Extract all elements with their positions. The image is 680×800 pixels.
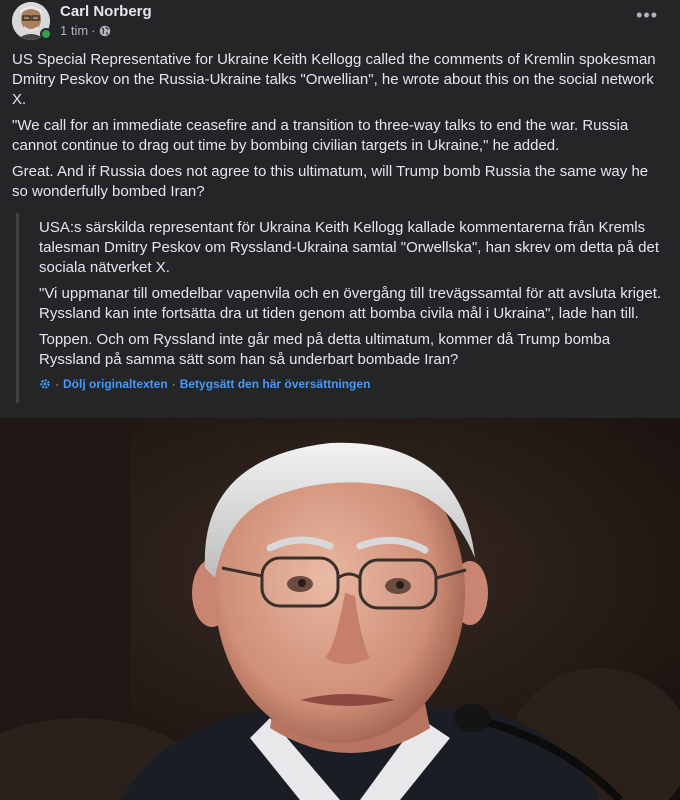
post-photo[interactable] (0, 418, 680, 800)
post-paragraph-1: US Special Representative for Ukraine Keith Kellogg called the comments of Kremlin spokesman Dmitry Peskov on the Russia-Ukraine talks "Orwellian", he wrote about this on the social network X. (12, 51, 656, 108)
translation-paragraph-2: "Vi uppmanar till omedelbar vapenvila och en övergång till trevägssamtal för att avsluta kriget. Ryssland kan inte fortsätta dra ut tiden genom att bomba civila mål i Ukraina", lade han till. (39, 285, 662, 322)
link-separator: · (55, 377, 59, 391)
translation-block (16, 213, 664, 403)
post-text (12, 50, 664, 208)
globe-icon[interactable] (99, 25, 111, 37)
gear-icon[interactable] (39, 378, 51, 390)
translation-paragraph-3: Toppen. Och om Ryssland inte går med på detta ultimatum, kommer då Trump bomba Ryssland på samma sätt som han så underbart bombade Iran? (39, 331, 611, 368)
meta-separator: · (91, 23, 96, 38)
post-header (12, 0, 668, 44)
translation-actions (39, 377, 664, 391)
link-separator: · (171, 377, 176, 391)
translation-paragraph-1: USA:s särskilda representant för Ukraina Keith Kellogg kallade kommentarerna från Kremls talesman Dmitry Peskov om Ryssland-Ukraina samtal "Orwellska", han skrev om detta på det sociala nätverket X. (39, 219, 660, 276)
online-status-dot (40, 28, 52, 40)
more-options-icon[interactable]: ••• (636, 5, 658, 25)
post-paragraph-2: "We call for an immediate ceasefire and a transition to three-way talks to end the war. Russia cannot continue to drag out time by bombing civilian targets in Ukraine," he added. (12, 117, 629, 154)
post-meta (60, 23, 111, 38)
rate-translation-link[interactable]: Betygsätt den här översättningen (179, 377, 371, 391)
post-time[interactable]: 1 tim (60, 23, 89, 38)
post-paragraph-3: Great. And if Russia does not agree to this ultimatum, will Trump bomb Russia the same way he so wonderfully bombed Iran? (12, 163, 649, 200)
author-name[interactable]: Carl Norberg (60, 3, 152, 20)
hide-original-link[interactable]: Dölj originaltexten (63, 377, 168, 391)
